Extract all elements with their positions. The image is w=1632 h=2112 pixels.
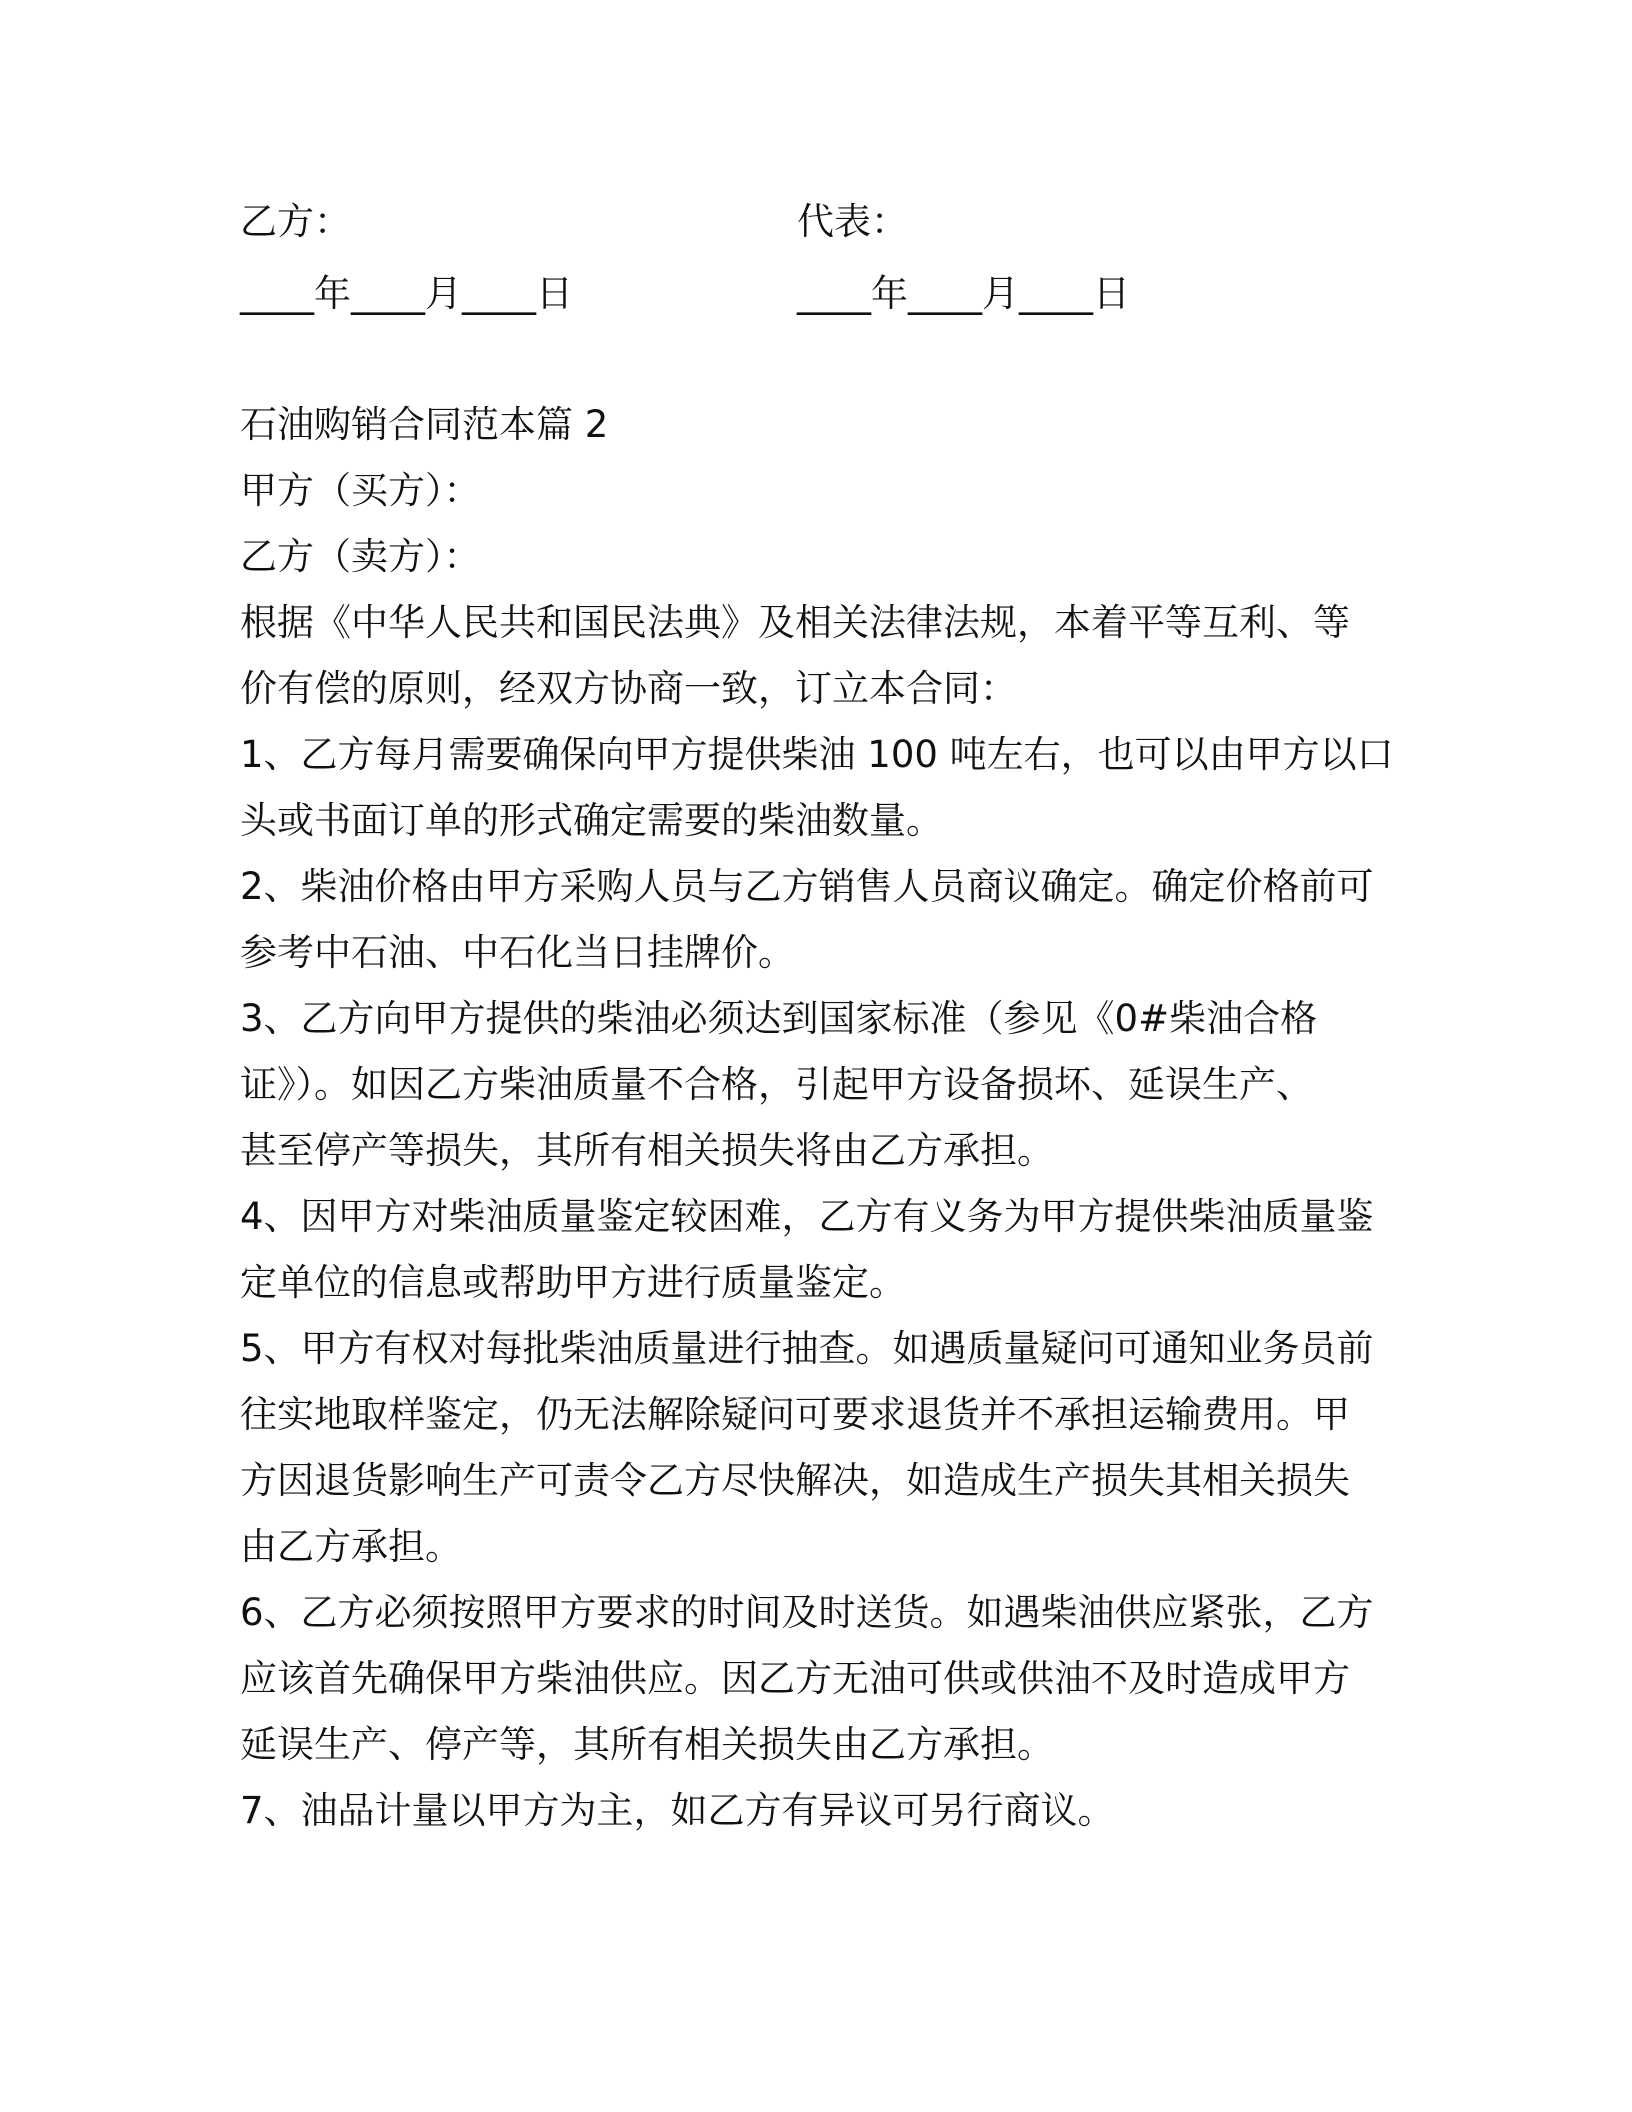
clause-7 bbox=[240, 1778, 1400, 1844]
signature-label-row bbox=[240, 196, 1400, 248]
clause-line: 4、因甲方对柴油质量鉴定较困难，乙方有义务为甲方提供柴油质量鉴 bbox=[240, 1195, 1374, 1238]
document-page bbox=[240, 196, 1400, 1844]
clause-line: 证》）。如因乙方柴油质量不合格，引起甲方设备损坏、延误生产、 bbox=[240, 1063, 1313, 1106]
clause-line: 1、乙方每月需要确保向甲方提供柴油 100 吨左右，也可以由甲方以口 bbox=[240, 733, 1394, 776]
clause-line: 3、乙方向甲方提供的柴油必须达到国家标准（参见《0#柴油合格 bbox=[240, 997, 1318, 1040]
intro-paragraph bbox=[240, 590, 1400, 722]
party-b-signature-date: ____年____月____日 bbox=[240, 272, 573, 315]
clause-line: 甚至停产等损失，其所有相关损失将由乙方承担。 bbox=[240, 1129, 1054, 1172]
clause-line: 参考中石油、中石化当日挂牌价。 bbox=[240, 931, 795, 974]
representative-signature-date: ____年____月____日 bbox=[797, 272, 1130, 315]
clause-3 bbox=[240, 986, 1400, 1184]
clause-line: 7、油品计量以甲方为主，如乙方有异议可另行商议。 bbox=[240, 1789, 1115, 1832]
clause-2 bbox=[240, 854, 1400, 986]
clause-line: 应该首先确保甲方柴油供应。因乙方无油可供或供油不及时造成甲方 bbox=[240, 1657, 1350, 1700]
representative-signature-label: 代表： bbox=[797, 200, 908, 243]
clause-line: 延误生产、停产等，其所有相关损失由乙方承担。 bbox=[240, 1723, 1054, 1766]
intro-line: 根据《中华人民共和国民法典》及相关法律法规，本着平等互利、等 bbox=[240, 601, 1350, 644]
clause-1 bbox=[240, 722, 1400, 854]
clause-6 bbox=[240, 1580, 1400, 1778]
clause-line: 头或书面订单的形式确定需要的柴油数量。 bbox=[240, 799, 943, 842]
intro-line: 价有偿的原则，经双方协商一致，订立本合同： bbox=[240, 667, 1017, 710]
clause-line: 2、柴油价格由甲方采购人员与乙方销售人员商议确定。确定价格前可 bbox=[240, 865, 1374, 908]
clause-line: 6、乙方必须按照甲方要求的时间及时送货。如遇柴油供应紧张，乙方 bbox=[240, 1591, 1374, 1634]
clause-4 bbox=[240, 1184, 1400, 1316]
party-b-signature-label: 乙方： bbox=[240, 200, 351, 243]
party-b-line: 乙方（卖方）： bbox=[240, 535, 481, 578]
clause-line: 5、甲方有权对每批柴油质量进行抽查。如遇质量疑问可通知业务员前 bbox=[240, 1327, 1374, 1370]
document-title: 石油购销合同范本篇 2 bbox=[240, 403, 609, 446]
signature-date-row bbox=[240, 268, 1400, 320]
clause-line: 定单位的信息或帮助甲方进行质量鉴定。 bbox=[240, 1261, 906, 1304]
clause-5 bbox=[240, 1316, 1400, 1580]
clause-line: 方因退货影响生产可责令乙方尽快解决，如造成生产损失其相关损失 bbox=[240, 1459, 1350, 1502]
clause-line: 由乙方承担。 bbox=[240, 1525, 462, 1568]
party-a-line: 甲方（买方）： bbox=[240, 469, 481, 512]
clause-line: 往实地取样鉴定，仍无法解除疑问可要求退货并不承担运输费用。甲 bbox=[240, 1393, 1350, 1436]
